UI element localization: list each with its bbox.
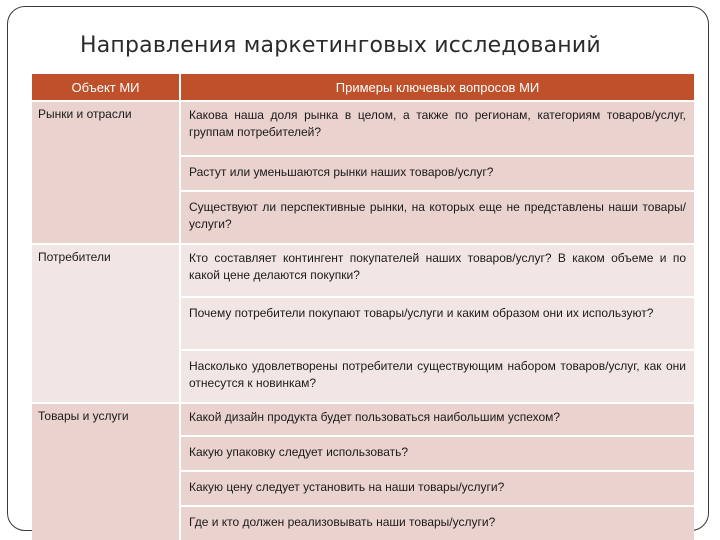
question-cell bbox=[180, 191, 694, 244]
question-cell bbox=[180, 403, 694, 436]
header-questions: Примеры ключевых вопросов МИ bbox=[180, 74, 694, 101]
table-row bbox=[32, 403, 694, 436]
question-cell bbox=[180, 506, 694, 540]
question-text: Насколько удовлетворены потребители существующим набором товаров/услуг, как они отнесутся к новинкам? bbox=[189, 359, 686, 390]
question-text: Кто составляет контингент покупателей наших товаров/услуг? В каком объеме и по какой цене делаются покупки? bbox=[189, 251, 686, 282]
table-row bbox=[32, 244, 694, 297]
question-cell bbox=[180, 471, 694, 506]
research-directions-table bbox=[32, 74, 694, 540]
question-cell bbox=[180, 350, 694, 403]
object-cell: Потребители bbox=[32, 244, 180, 403]
object-cell: Рынки и отрасли bbox=[32, 101, 180, 244]
question-text: Какую цену следует установить на наши товары/услуги? bbox=[189, 480, 505, 494]
header-object: Объект МИ bbox=[32, 74, 180, 101]
question-cell bbox=[180, 436, 694, 471]
question-cell bbox=[180, 156, 694, 191]
object-cell: Товары и услуги bbox=[32, 403, 180, 540]
question-text: Какова наша доля рынка в целом, а также по регионам, категориям товаров/услуг, группам потребителей? bbox=[189, 108, 686, 139]
table-row bbox=[32, 101, 694, 156]
question-text: Какую упаковку следует использовать? bbox=[189, 445, 409, 459]
slide-title: Направления маркетинговых исследований bbox=[80, 33, 601, 58]
question-text: Существуют ли перспективные рынки, на которых еще не представлены наши товары/услуги? bbox=[189, 200, 686, 231]
table-header-row bbox=[32, 74, 694, 101]
question-text: Почему потребители покупают товары/услуги и каким образом они их используют? bbox=[189, 306, 654, 320]
question-cell bbox=[180, 297, 694, 350]
question-cell bbox=[180, 101, 694, 156]
question-text: Где и кто должен реализовывать наши товары/услуги? bbox=[189, 515, 496, 529]
question-text: Какой дизайн продукта будет пользоваться наибольшим успехом? bbox=[189, 410, 561, 424]
question-cell bbox=[180, 244, 694, 297]
question-text: Растут или уменьшаются рынки наших товаров/услуг? bbox=[189, 165, 494, 179]
